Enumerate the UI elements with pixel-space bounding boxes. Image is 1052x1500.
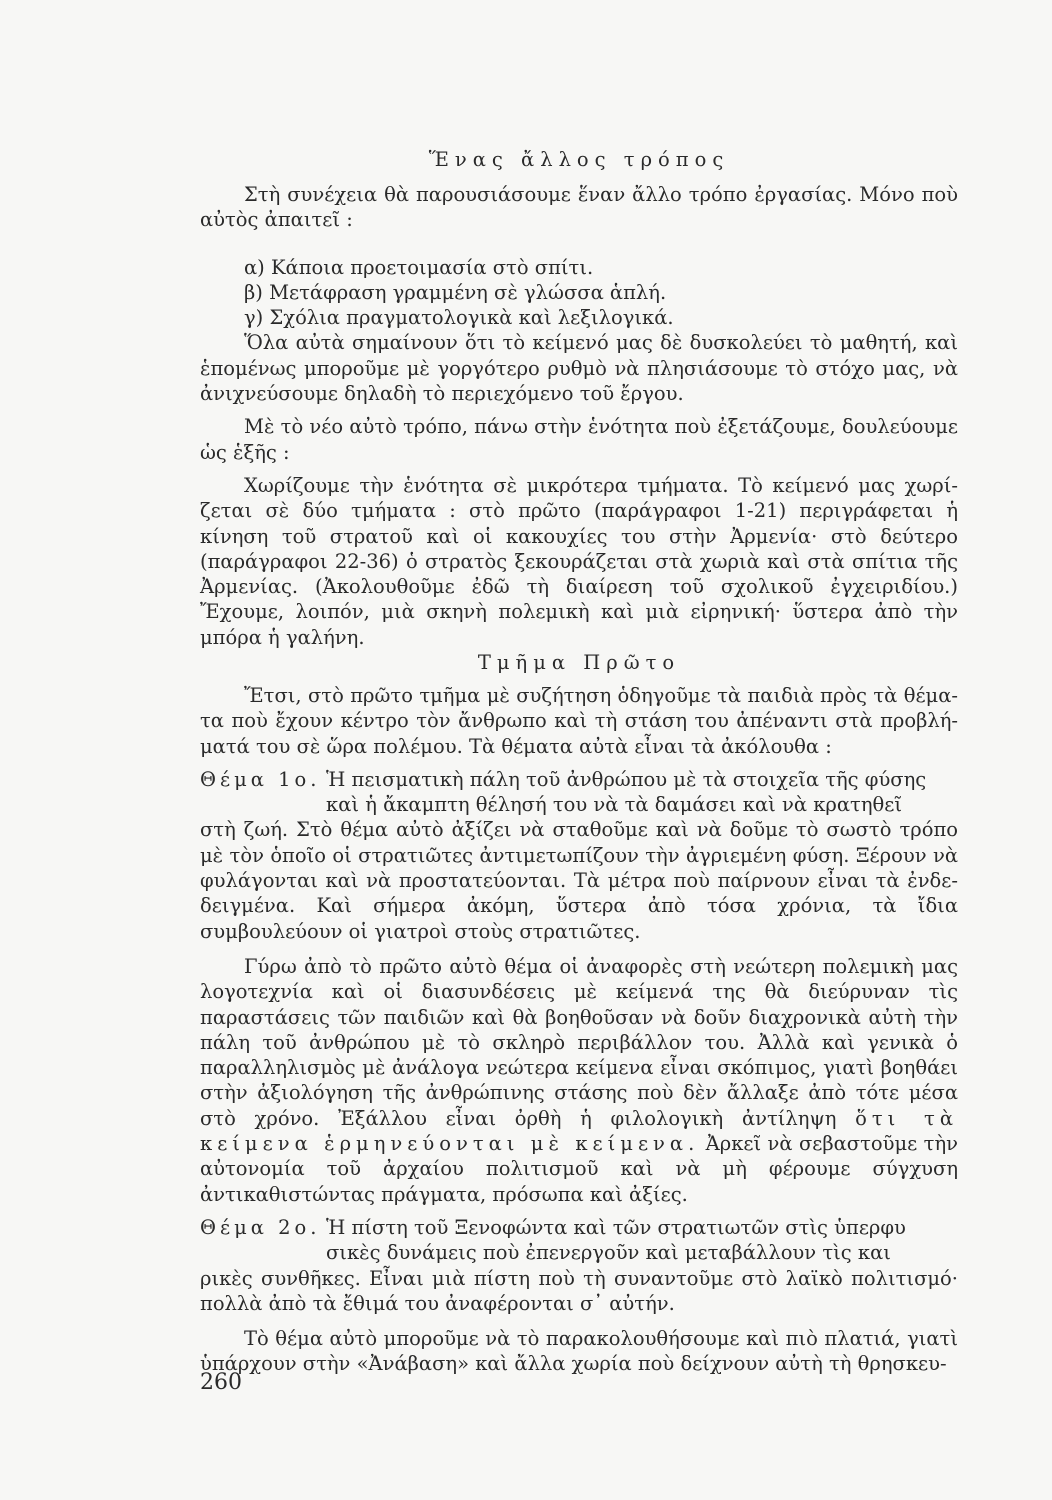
paragraph-2-text-a: Γύρω ἀπὸ τὸ πρῶτο αὐτὸ θέμα οἱ ἀναφορὲς στὴ νεώτερη πολεμικὴ μας λογοτεχνία καὶ οἱ διασυνδέσεις μὲ κείμενά της θὰ διεύρυναν τὶς παραστάσεις τῶν παιδιῶν καὶ θὰ βοηθοῦσαν νὰ δοῦν διαχρονικὰ αὐτὴ τὴν πάλη τοῦ ἀνθρώπου μὲ τὸ σκληρὸ περιβάλλον του. Ἀλλὰ καὶ γενικὰ ὁ παραλληλισμὸς μὲ ἀνάλογα νεώτερα κείμενα εἶναι σκόπιμος, γιατὶ βοηθάει στὴν ἀξιολόγηση τῆς ἀνθρώπινης στάσης ποὺ δὲν ἄλλαξε ἀπὸ τότε μέσα στὸ χρόνο. Ἐξάλλου εἶναι ὀρθὴ ἡ φιλολογικὴ ἀντίληψη bbox=[200, 954, 958, 1130]
theme-1-line-1: Ἡ πεισματικὴ πάλη τοῦ ἀνθρώπου μὲ τὰ στοιχεῖα τῆς φύσης bbox=[326, 767, 927, 791]
requirements-list bbox=[200, 255, 958, 331]
part-paragraph-3: Τὸ θέμα αὐτὸ μποροῦμε νὰ τὸ παρακολουθήσουμε καὶ πιὸ πλατιά, γιατὶ ὑπάρχουν στὴν «Ἀνάβαση» καὶ ἄλλα χωρία ποὺ δείχνουν αὐτὴ τὴ θρησκευ- bbox=[200, 1327, 958, 1376]
theme-1-line-2: καὶ ἡ ἄκαμπτη θέλησή του νὰ τὰ δαμάσει καὶ νὰ κρατηθεῖ bbox=[326, 793, 903, 817]
theme-2-heading bbox=[200, 1215, 958, 1240]
list-item: β) Μετάφραση γραμμένη σὲ γλώσσα ἁπλή. bbox=[244, 280, 667, 304]
theme-2-line-1: Ἡ πίστη τοῦ Ξενοφώντα καὶ τῶν στρατιωτῶν στὶς ὑπερφυ bbox=[326, 1215, 906, 1239]
intro-section bbox=[200, 182, 958, 650]
theme-1-body: στὴ ζωή. Στὸ θέμα αὐτὸ ἀξίζει νὰ σταθοῦμε καὶ νὰ δοῦμε τὸ σωστὸ τρόπο μὲ τὸν ὁποῖο οἱ στρατιῶτες ἀντιμετωπίζουν τὴν ἀγριεμένη φύση. Ξέρουν νὰ φυλάγονται καὶ νὰ προστατεύονται. Τὰ μέτρα ποὺ παίρνουν εἶναι τὰ ἐνδεδειγμένα. Καὶ σήμερα ἀκόμη, ὕστερα ἀπὸ τόσα χρόνια, τὰ ἴδια συμβουλεύουν οἱ γιατροὶ στοὺς στρατιῶτες. bbox=[200, 818, 958, 943]
theme-1-label: Θέμα 1ο. bbox=[200, 767, 321, 791]
theme-2-label: Θέμα 2ο. bbox=[200, 1215, 321, 1239]
theme-2-body: ρικὲς συνθῆκες. Εἶναι μιὰ πίστη ποὺ τὴ συναντοῦμε στὸ λαϊκὸ πολιτισμό· πολλὰ ἀπὸ τὰ ἔθιμά του ἀναφέρονται σ᾿ αὐτήν. bbox=[200, 1266, 958, 1315]
intro-paragraph-4: Χωρίζουμε τὴν ἑνότητα σὲ μικρότερα τμήματα. Τὸ κείμενό μας χωρίζεται σὲ δύο τμήματα : στὸ πρῶτο (παράγραφοι 1-21) περιγράφεται ἡ κίνηση τοῦ στρατοῦ καὶ οἱ κακουχίες του στὴν Ἀρμενία· στὸ δεύτερο (παράγραφοι 22-36) ὁ στρατὸς ξεκουράζεται στὰ χωριὰ καὶ στὰ σπίτια τῆς Ἀρμενίας. (Ἀκολουθοῦμε ἐδῶ τὴ διαίρεση τοῦ σχολικοῦ ἐγχειριδίου.) Ἔχουμε, λοιπόν, μιὰ σκηνὴ πολεμικὴ καὶ μιὰ εἰρηνική· ὕστερα ἀπὸ τὴν μπόρα ἡ γαλήνη. bbox=[200, 473, 958, 649]
part-title: Τμῆμα Πρῶτο bbox=[477, 651, 681, 674]
part-paragraph-1: Ἔτσι, στὸ πρῶτο τμῆμα μὲ συζήτηση ὁδηγοῦμε τὰ παιδιὰ πρὸς τὰ θέματα ποὺ ἔχουν κέντρο τὸν ἄνθρωπο καὶ τὴ στάση του ἀπέναντι στὰ προβλήματά του σὲ ὥρα πολέμου. Τὰ θέματα αὐτὰ εἶναι τὰ ἀκόλουθα : bbox=[200, 684, 958, 758]
list-item: γ) Σχόλια πραγματολογικὰ καὶ λεξιλογικά. bbox=[244, 306, 674, 330]
theme-2-line-2: σικὲς δυνάμεις ποὺ ἐπενεργοῦν καὶ μεταβάλλουν τὶς και bbox=[326, 1241, 891, 1265]
part-paragraph-2 bbox=[200, 954, 958, 1207]
page-number: 260 bbox=[200, 1370, 242, 1395]
list-item: α) Κάποια προετοιμασία στὸ σπίτι. bbox=[244, 255, 594, 279]
spaced-emphasis: ὅτι τὰ κείμενα ἑρμηνεύονται μὲ κείμενα. bbox=[200, 1106, 959, 1156]
part-section bbox=[200, 683, 958, 1377]
section-title: Ἕνας ἄλλος τρόπος bbox=[428, 148, 730, 171]
paragraph-2-text-b: Ἀρκεῖ νὰ σεβαστοῦμε τὴν αὐτονομία τοῦ ἀρχαίου πολιτισμοῦ καὶ νὰ μὴ φέρουμε σύγχυση ἀντικαθιστώντας πράγματα, πρόσωπα καὶ ἀξίες. bbox=[200, 1132, 958, 1206]
intro-paragraph-2: Ὅλα αὐτὰ σημαίνουν ὅτι τὸ κείμενό μας δὲ δυσκολεύει τὸ μαθητή, καὶ ἑπομένως μποροῦμε μὲ γοργότερο ρυθμὸ νὰ πλησιάσουμε τὸ στόχο μας, νὰ ἀνιχνεύσουμε δηλαδὴ τὸ περιεχόμενο τοῦ ἔργου. bbox=[200, 331, 958, 406]
theme-1-heading bbox=[200, 767, 958, 792]
intro-paragraph-1: Στὴ συνέχεια θὰ παρουσιάσουμε ἕναν ἄλλο τρόπο ἐργασίας. Μόνο ποὺ αὐτὸς ἀπαιτεῖ : bbox=[200, 183, 958, 232]
intro-paragraph-3: Μὲ τὸ νέο αὐτὸ τρόπο, πάνω στὴν ἑνότητα ποὺ ἐξετάζουμε, δουλεύουμε ὡς ἑξῆς : bbox=[200, 415, 958, 464]
